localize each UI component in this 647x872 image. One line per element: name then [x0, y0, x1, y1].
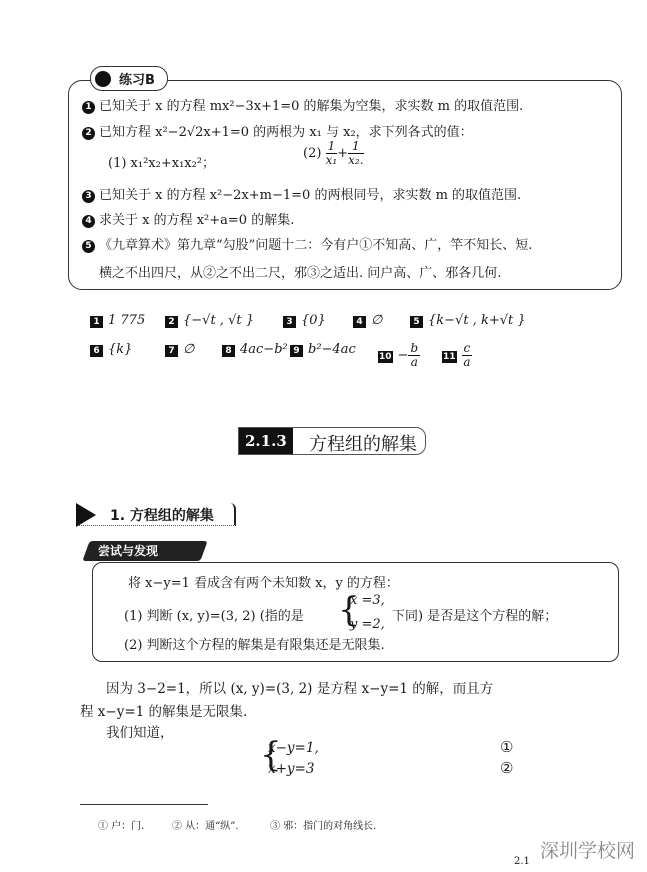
- fraction: [462, 342, 473, 369]
- answer-item: [222, 342, 288, 357]
- section-heading: [238, 427, 426, 455]
- denominator: x₂.: [348, 153, 364, 167]
- answer-number: 5: [410, 316, 423, 328]
- numerator: 1: [327, 139, 336, 153]
- answer-text: {k−√t , k+√t }: [428, 313, 526, 328]
- pencil-icon: [95, 71, 111, 87]
- try-line-1: 将 x−y=1 看成含有两个未知数 x，y 的方程：: [128, 576, 399, 591]
- fraction: [408, 342, 420, 369]
- question-text: 《九章算术》第九章“勾股”问题十二：今有户①不知高、广，竿不知长、短.: [99, 238, 533, 253]
- subsection-heading: [76, 503, 236, 526]
- question-1: [82, 95, 523, 114]
- denominator: a: [410, 355, 418, 369]
- question-number: 2: [82, 127, 95, 140]
- fraction: [326, 140, 338, 167]
- answer-item: [90, 342, 132, 357]
- question-2: [82, 121, 473, 140]
- body-paragraph-1: 因为 3−2=1，所以 (x, y)=(3, 2) 是方程 x−y=1 的解，而且方: [106, 681, 494, 697]
- denominator: a: [463, 355, 471, 369]
- question-3: [82, 184, 521, 203]
- question-text: 已知关于 x 的方程 x²−2x+m−1=0 的两根同号，求实数 m 的取值范围.: [99, 188, 522, 203]
- footnote-3: ③ 邪：指门的对角线长.: [270, 821, 377, 832]
- numerator: 1: [348, 140, 363, 154]
- brace: {: [260, 735, 282, 775]
- answer-number: 10: [379, 352, 392, 362]
- answer-number: 1: [90, 316, 103, 328]
- answer-item: [165, 342, 194, 357]
- subsection-title: 1. 方程组的解集: [110, 508, 214, 524]
- question-number: 3: [82, 190, 95, 203]
- answer-item: [165, 313, 254, 328]
- answer-text: 1 775: [108, 313, 146, 328]
- system-eq-1: x =3,: [350, 593, 385, 608]
- page-number: 2.1: [514, 856, 530, 867]
- question-4: [82, 209, 294, 228]
- section-number: 2.1.3: [239, 428, 293, 454]
- exercise-tag: [90, 66, 168, 91]
- fraction: [348, 140, 363, 167]
- brace: {: [338, 590, 360, 630]
- answer-number: 11: [443, 352, 456, 362]
- answer-number: 8: [222, 345, 235, 357]
- question-text: 已知关于 x 的方程 mx²−3x+1=0 的解集为空集，求实数 m 的取值范围.: [99, 99, 524, 114]
- section-title: 方程组的解集: [309, 434, 417, 455]
- equation-tag-2: ②: [500, 759, 514, 777]
- body-paragraph-2: 我们知道，: [106, 725, 174, 741]
- question-2-part-2: [303, 140, 364, 167]
- answer-number: 3: [283, 316, 296, 328]
- body-paragraph-1-cont: 程 x−y=1 的解集是无限集.: [80, 704, 248, 720]
- answer-text: {−√t , √t }: [183, 313, 254, 328]
- question-2-part-1: (1) x₁²x₂+x₁x₂²；: [108, 156, 216, 171]
- answer-text: {k}: [108, 342, 133, 357]
- answer-item: [353, 313, 382, 328]
- answer-item: [378, 342, 420, 369]
- answer-text: 4ac−b²: [240, 342, 288, 357]
- exercise-tag-label: 练习B: [119, 73, 155, 88]
- answer-item: [90, 313, 145, 328]
- question-text: 已知方程 x²−2√2x+1=0 的两根为 x₁ 与 x₂，求下列各式的值：: [99, 125, 473, 140]
- try-tag: [82, 541, 207, 561]
- footnote-rule: [80, 804, 208, 805]
- watermark: 深圳学校网: [540, 836, 635, 863]
- equation-2: x+y=3: [268, 761, 315, 777]
- answer-number: 7: [165, 345, 178, 357]
- answer-text: ∅: [371, 313, 383, 328]
- question-text: 求关于 x 的方程 x²+a=0 的解集.: [99, 213, 295, 228]
- answer-text: −: [397, 348, 409, 363]
- answer-item: [283, 313, 326, 328]
- answer-number: 4: [353, 316, 366, 328]
- question-number: 5: [82, 240, 95, 253]
- answer-item: [290, 342, 356, 357]
- try-tag-label: 尝试与发现: [98, 544, 159, 558]
- arrow-icon: [76, 503, 96, 527]
- numerator: b: [410, 341, 419, 355]
- answer-text: ∅: [183, 342, 195, 357]
- numerator: c: [463, 341, 471, 355]
- try-line-2-text: (1) 判断 (x, y)=(3, 2) (指的是: [124, 609, 304, 624]
- answer-text: {0}: [301, 313, 326, 328]
- part-label: (2): [303, 146, 322, 161]
- question-5-continued: 横之不出四尺，从②之不出二尺，邪③之适出. 问户高、广、邪各几何.: [99, 266, 502, 281]
- answer-number: 2: [165, 316, 178, 328]
- denominator: x₁: [325, 153, 338, 167]
- answer-item: [442, 342, 472, 369]
- equation-tag-1: ①: [500, 738, 514, 756]
- equation-1: x−y=1,: [268, 740, 319, 756]
- answer-number: 6: [90, 345, 103, 357]
- footnote-1: ① 户：门.: [98, 821, 145, 832]
- answer-item: [410, 313, 526, 328]
- answer-number: 9: [290, 345, 303, 357]
- system-eq-2: y =2,: [350, 617, 385, 632]
- try-line-2-end: 下同) 是否是这个方程的解；: [392, 609, 558, 624]
- question-number: 4: [82, 215, 95, 228]
- try-line-3: (2) 判断这个方程的解集是有限集还是无限集.: [124, 638, 385, 653]
- question-number: 1: [82, 101, 95, 114]
- plus-sign: +: [337, 146, 349, 161]
- question-5: [82, 234, 532, 253]
- footnote-2: ② 从：通“纵”.: [172, 821, 239, 832]
- answer-text: b²−4ac: [308, 342, 356, 357]
